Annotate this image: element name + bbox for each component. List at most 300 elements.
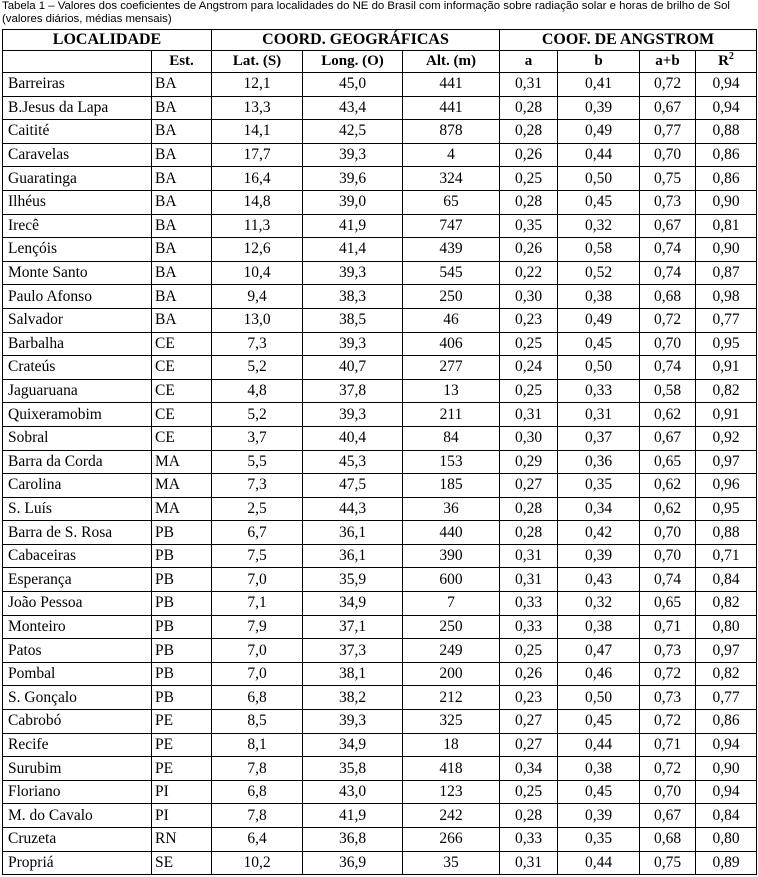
- cell-altitude: 123: [403, 780, 500, 804]
- cell-estado: PB: [152, 639, 212, 663]
- table-row: [3, 379, 757, 403]
- cell-coef-a: 0,35: [500, 214, 558, 238]
- cell-coef-a-plus-b: 0,71: [640, 733, 696, 757]
- cell-coef-b: 0,45: [558, 710, 640, 734]
- cell-estado: SE: [152, 851, 212, 875]
- table-row: [3, 143, 757, 167]
- cell-latitude: 7,1: [212, 592, 303, 616]
- cell-r2: 0,87: [696, 261, 757, 285]
- cell-r2: 0,90: [696, 757, 757, 781]
- cell-coef-a-plus-b: 0,74: [640, 261, 696, 285]
- cell-coef-a: 0,27: [500, 474, 558, 498]
- cell-altitude: 65: [403, 190, 500, 214]
- cell-coef-a: 0,31: [500, 544, 558, 568]
- cell-coef-a-plus-b: 0,67: [640, 96, 696, 120]
- cell-estado: PB: [152, 686, 212, 710]
- cell-r2: 0,82: [696, 379, 757, 403]
- cell-coef-a: 0,26: [500, 238, 558, 262]
- cell-coef-a-plus-b: 0,70: [640, 521, 696, 545]
- cell-altitude: 18: [403, 733, 500, 757]
- cell-latitude: 6,7: [212, 521, 303, 545]
- cell-latitude: 12,1: [212, 73, 303, 97]
- cell-coef-a: 0,28: [500, 96, 558, 120]
- cell-longitude: 38,5: [303, 308, 403, 332]
- table-row: [3, 190, 757, 214]
- cell-longitude: 36,1: [303, 544, 403, 568]
- cell-r2: 0,92: [696, 426, 757, 450]
- cell-longitude: 37,8: [303, 379, 403, 403]
- cell-latitude: 3,7: [212, 426, 303, 450]
- cell-r2: 0,94: [696, 73, 757, 97]
- header-est: Est.: [152, 51, 212, 73]
- cell-latitude: 7,8: [212, 757, 303, 781]
- cell-coef-b: 0,32: [558, 214, 640, 238]
- table-row: [3, 686, 757, 710]
- table-row: [3, 73, 757, 97]
- cell-r2: 0,90: [696, 238, 757, 262]
- cell-estado: BA: [152, 73, 212, 97]
- cell-estado: MA: [152, 497, 212, 521]
- cell-coef-a-plus-b: 0,62: [640, 403, 696, 427]
- cell-r2: 0,94: [696, 733, 757, 757]
- cell-latitude: 17,7: [212, 143, 303, 167]
- table-row: [3, 851, 757, 875]
- header-coord-geograficas: COORD. GEOGRÁFICAS: [212, 30, 500, 51]
- cell-estado: BA: [152, 143, 212, 167]
- cell-r2: 0,90: [696, 190, 757, 214]
- cell-localidade: Cruzeta: [3, 828, 152, 852]
- table-row: [3, 403, 757, 427]
- table-row: [3, 332, 757, 356]
- cell-coef-a: 0,23: [500, 686, 558, 710]
- table-row: [3, 804, 757, 828]
- header-group-row: [3, 30, 757, 51]
- cell-coef-a-plus-b: 0,67: [640, 804, 696, 828]
- cell-longitude: 41,9: [303, 214, 403, 238]
- cell-coef-b: 0,46: [558, 662, 640, 686]
- cell-r2: 0,86: [696, 167, 757, 191]
- header-a: a: [500, 51, 558, 73]
- cell-latitude: 10,4: [212, 261, 303, 285]
- cell-coef-a-plus-b: 0,73: [640, 190, 696, 214]
- table-row: [3, 356, 757, 380]
- cell-altitude: 84: [403, 426, 500, 450]
- cell-coef-b: 0,45: [558, 332, 640, 356]
- cell-latitude: 7,0: [212, 568, 303, 592]
- cell-r2: 0,77: [696, 686, 757, 710]
- cell-latitude: 6,8: [212, 686, 303, 710]
- cell-altitude: 418: [403, 757, 500, 781]
- cell-coef-a: 0,31: [500, 851, 558, 875]
- cell-estado: BA: [152, 167, 212, 191]
- cell-longitude: 38,1: [303, 662, 403, 686]
- cell-localidade: Propriá: [3, 851, 152, 875]
- cell-r2: 0,86: [696, 143, 757, 167]
- cell-latitude: 4,8: [212, 379, 303, 403]
- cell-coef-a-plus-b: 0,72: [640, 73, 696, 97]
- table-row: [3, 261, 757, 285]
- cell-coef-b: 0,36: [558, 450, 640, 474]
- cell-localidade: Crateús: [3, 356, 152, 380]
- cell-coef-a-plus-b: 0,65: [640, 450, 696, 474]
- cell-coef-b: 0,50: [558, 356, 640, 380]
- cell-altitude: 200: [403, 662, 500, 686]
- cell-altitude: 13: [403, 379, 500, 403]
- cell-altitude: 324: [403, 167, 500, 191]
- cell-coef-a: 0,34: [500, 757, 558, 781]
- cell-coef-b: 0,38: [558, 757, 640, 781]
- cell-coef-a-plus-b: 0,62: [640, 497, 696, 521]
- cell-r2: 0,96: [696, 474, 757, 498]
- cell-altitude: 46: [403, 308, 500, 332]
- cell-coef-b: 0,37: [558, 426, 640, 450]
- cell-longitude: 34,9: [303, 592, 403, 616]
- cell-latitude: 13,3: [212, 96, 303, 120]
- header-coof-angstrom: COOF. DE ANGSTROM: [500, 30, 757, 51]
- header-alt: Alt. (m): [403, 51, 500, 73]
- cell-localidade: Barreiras: [3, 73, 152, 97]
- cell-latitude: 6,4: [212, 828, 303, 852]
- cell-longitude: 43,4: [303, 96, 403, 120]
- cell-altitude: 406: [403, 332, 500, 356]
- cell-coef-a: 0,28: [500, 497, 558, 521]
- cell-coef-a: 0,31: [500, 73, 558, 97]
- cell-altitude: 277: [403, 356, 500, 380]
- cell-estado: CE: [152, 426, 212, 450]
- cell-localidade: Irecê: [3, 214, 152, 238]
- cell-latitude: 5,2: [212, 403, 303, 427]
- cell-coef-a: 0,22: [500, 261, 558, 285]
- cell-coef-a-plus-b: 0,68: [640, 285, 696, 309]
- header-localidade: LOCALIDADE: [3, 30, 212, 51]
- cell-localidade: Carolina: [3, 474, 152, 498]
- cell-r2: 0,89: [696, 851, 757, 875]
- cell-estado: CE: [152, 379, 212, 403]
- cell-coef-a: 0,30: [500, 285, 558, 309]
- cell-r2: 0,84: [696, 804, 757, 828]
- cell-coef-b: 0,38: [558, 285, 640, 309]
- cell-altitude: 440: [403, 521, 500, 545]
- cell-coef-b: 0,47: [558, 639, 640, 663]
- cell-localidade: Cabrobó: [3, 710, 152, 734]
- cell-coef-b: 0,43: [558, 568, 640, 592]
- cell-estado: PB: [152, 568, 212, 592]
- cell-coef-b: 0,50: [558, 686, 640, 710]
- cell-altitude: 441: [403, 73, 500, 97]
- cell-localidade: Salvador: [3, 308, 152, 332]
- cell-altitude: 325: [403, 710, 500, 734]
- cell-longitude: 36,9: [303, 851, 403, 875]
- cell-altitude: 747: [403, 214, 500, 238]
- cell-coef-b: 0,44: [558, 733, 640, 757]
- cell-coef-b: 0,32: [558, 592, 640, 616]
- cell-r2: 0,82: [696, 592, 757, 616]
- table-row: [3, 568, 757, 592]
- cell-r2: 0,91: [696, 403, 757, 427]
- cell-r2: 0,94: [696, 96, 757, 120]
- cell-coef-b: 0,35: [558, 828, 640, 852]
- table-row: [3, 780, 757, 804]
- cell-localidade: Cabaceiras: [3, 544, 152, 568]
- cell-localidade: B.Jesus da Lapa: [3, 96, 152, 120]
- cell-estado: CE: [152, 356, 212, 380]
- cell-coef-b: 0,39: [558, 544, 640, 568]
- cell-estado: BA: [152, 261, 212, 285]
- table-row: [3, 662, 757, 686]
- cell-altitude: 878: [403, 120, 500, 144]
- cell-longitude: 34,9: [303, 733, 403, 757]
- cell-localidade: Caitité: [3, 120, 152, 144]
- cell-altitude: 35: [403, 851, 500, 875]
- cell-latitude: 14,1: [212, 120, 303, 144]
- cell-altitude: 545: [403, 261, 500, 285]
- cell-r2: 0,82: [696, 662, 757, 686]
- cell-longitude: 42,5: [303, 120, 403, 144]
- cell-r2: 0,80: [696, 615, 757, 639]
- cell-longitude: 39,3: [303, 403, 403, 427]
- cell-localidade: Paulo Afonso: [3, 285, 152, 309]
- cell-altitude: 249: [403, 639, 500, 663]
- cell-coef-a-plus-b: 0,72: [640, 757, 696, 781]
- cell-coef-b: 0,44: [558, 851, 640, 875]
- cell-localidade: Surubim: [3, 757, 152, 781]
- cell-coef-a-plus-b: 0,70: [640, 780, 696, 804]
- header-b: b: [558, 51, 640, 73]
- cell-localidade: Recife: [3, 733, 152, 757]
- cell-longitude: 39,3: [303, 332, 403, 356]
- cell-longitude: 47,5: [303, 474, 403, 498]
- cell-coef-b: 0,39: [558, 96, 640, 120]
- cell-altitude: 153: [403, 450, 500, 474]
- cell-r2: 0,91: [696, 356, 757, 380]
- cell-localidade: Patos: [3, 639, 152, 663]
- cell-longitude: 39,6: [303, 167, 403, 191]
- cell-estado: BA: [152, 96, 212, 120]
- cell-coef-a: 0,28: [500, 120, 558, 144]
- cell-localidade: Floriano: [3, 780, 152, 804]
- table-row: [3, 96, 757, 120]
- cell-altitude: 250: [403, 615, 500, 639]
- cell-latitude: 9,4: [212, 285, 303, 309]
- cell-localidade: Quixeramobim: [3, 403, 152, 427]
- cell-coef-a: 0,27: [500, 710, 558, 734]
- cell-estado: BA: [152, 120, 212, 144]
- cell-coef-b: 0,58: [558, 238, 640, 262]
- cell-coef-a-plus-b: 0,73: [640, 686, 696, 710]
- cell-coef-a: 0,28: [500, 804, 558, 828]
- cell-coef-a-plus-b: 0,77: [640, 120, 696, 144]
- cell-coef-a: 0,33: [500, 592, 558, 616]
- cell-coef-b: 0,35: [558, 474, 640, 498]
- cell-longitude: 39,0: [303, 190, 403, 214]
- header-blank: [3, 51, 152, 73]
- table-body: [3, 73, 757, 875]
- cell-estado: BA: [152, 308, 212, 332]
- cell-coef-a-plus-b: 0,62: [640, 474, 696, 498]
- cell-longitude: 36,8: [303, 828, 403, 852]
- cell-r2: 0,71: [696, 544, 757, 568]
- cell-coef-a-plus-b: 0,65: [640, 592, 696, 616]
- cell-latitude: 6,8: [212, 780, 303, 804]
- cell-coef-a-plus-b: 0,74: [640, 238, 696, 262]
- cell-latitude: 11,3: [212, 214, 303, 238]
- cell-localidade: M. do Cavalo: [3, 804, 152, 828]
- cell-coef-b: 0,45: [558, 190, 640, 214]
- cell-latitude: 2,5: [212, 497, 303, 521]
- cell-coef-b: 0,41: [558, 73, 640, 97]
- cell-coef-b: 0,33: [558, 379, 640, 403]
- cell-localidade: Pombal: [3, 662, 152, 686]
- cell-coef-a: 0,26: [500, 662, 558, 686]
- cell-altitude: 36: [403, 497, 500, 521]
- table-row: [3, 450, 757, 474]
- cell-localidade: Caravelas: [3, 143, 152, 167]
- cell-coef-a: 0,28: [500, 190, 558, 214]
- table-row: [3, 474, 757, 498]
- cell-longitude: 40,4: [303, 426, 403, 450]
- cell-localidade: Lençóis: [3, 238, 152, 262]
- table-row: [3, 639, 757, 663]
- cell-longitude: 35,8: [303, 757, 403, 781]
- cell-altitude: 7: [403, 592, 500, 616]
- table-row: [3, 426, 757, 450]
- cell-estado: MA: [152, 450, 212, 474]
- cell-coef-a-plus-b: 0,75: [640, 167, 696, 191]
- cell-longitude: 39,3: [303, 710, 403, 734]
- cell-coef-a: 0,26: [500, 143, 558, 167]
- cell-coef-a: 0,25: [500, 639, 558, 663]
- cell-longitude: 41,4: [303, 238, 403, 262]
- cell-estado: PI: [152, 780, 212, 804]
- cell-localidade: S. Luís: [3, 497, 152, 521]
- cell-coef-a: 0,25: [500, 780, 558, 804]
- cell-altitude: 185: [403, 474, 500, 498]
- table-row: [3, 238, 757, 262]
- header-r2-base: R: [718, 53, 729, 69]
- cell-latitude: 16,4: [212, 167, 303, 191]
- table-row: [3, 521, 757, 545]
- cell-longitude: 35,9: [303, 568, 403, 592]
- cell-coef-a-plus-b: 0,74: [640, 356, 696, 380]
- cell-estado: MA: [152, 474, 212, 498]
- cell-longitude: 36,1: [303, 521, 403, 545]
- cell-altitude: 439: [403, 238, 500, 262]
- cell-longitude: 37,3: [303, 639, 403, 663]
- cell-coef-a: 0,28: [500, 521, 558, 545]
- cell-coef-a-plus-b: 0,70: [640, 544, 696, 568]
- cell-r2: 0,97: [696, 450, 757, 474]
- cell-latitude: 7,9: [212, 615, 303, 639]
- table-row: [3, 733, 757, 757]
- cell-latitude: 5,2: [212, 356, 303, 380]
- cell-coef-a: 0,31: [500, 403, 558, 427]
- cell-altitude: 390: [403, 544, 500, 568]
- cell-estado: PI: [152, 804, 212, 828]
- cell-r2: 0,98: [696, 285, 757, 309]
- cell-coef-b: 0,39: [558, 804, 640, 828]
- cell-coef-a: 0,24: [500, 356, 558, 380]
- cell-estado: PB: [152, 521, 212, 545]
- cell-altitude: 600: [403, 568, 500, 592]
- cell-estado: BA: [152, 238, 212, 262]
- cell-altitude: 211: [403, 403, 500, 427]
- header-lat: Lat. (S): [212, 51, 303, 73]
- cell-latitude: 12,6: [212, 238, 303, 262]
- cell-localidade: Barra de S. Rosa: [3, 521, 152, 545]
- cell-coef-a-plus-b: 0,67: [640, 214, 696, 238]
- cell-r2: 0,88: [696, 120, 757, 144]
- cell-coef-a: 0,33: [500, 615, 558, 639]
- angstrom-table: [2, 29, 757, 875]
- cell-estado: PB: [152, 592, 212, 616]
- table-caption: Tabela 1 – Valores dos coeficientes de Angstrom para localidades do NE do Brasil com informação sobre radiação solar e horas de brilho de Sol (valores diários, médias mensais): [2, 0, 730, 25]
- cell-coef-b: 0,42: [558, 521, 640, 545]
- cell-r2: 0,97: [696, 639, 757, 663]
- cell-altitude: 250: [403, 285, 500, 309]
- cell-longitude: 45,0: [303, 73, 403, 97]
- header-column-row: [3, 51, 757, 73]
- cell-latitude: 7,3: [212, 332, 303, 356]
- cell-r2: 0,95: [696, 497, 757, 521]
- header-a-plus-b: a+b: [640, 51, 696, 73]
- cell-longitude: 39,3: [303, 261, 403, 285]
- cell-latitude: 7,0: [212, 662, 303, 686]
- cell-altitude: 441: [403, 96, 500, 120]
- cell-coef-b: 0,50: [558, 167, 640, 191]
- cell-latitude: 13,0: [212, 308, 303, 332]
- cell-coef-b: 0,49: [558, 308, 640, 332]
- cell-longitude: 41,9: [303, 804, 403, 828]
- cell-estado: BA: [152, 285, 212, 309]
- table-row: [3, 214, 757, 238]
- cell-longitude: 38,3: [303, 285, 403, 309]
- cell-estado: CE: [152, 403, 212, 427]
- header-r2-superscript: 2: [728, 51, 734, 62]
- cell-latitude: 8,1: [212, 733, 303, 757]
- cell-coef-a: 0,23: [500, 308, 558, 332]
- cell-localidade: Ilhéus: [3, 190, 152, 214]
- header-long: Long. (O): [303, 51, 403, 73]
- table-row: [3, 544, 757, 568]
- cell-coef-b: 0,52: [558, 261, 640, 285]
- cell-estado: CE: [152, 332, 212, 356]
- cell-coef-a: 0,25: [500, 167, 558, 191]
- cell-altitude: 4: [403, 143, 500, 167]
- cell-estado: PB: [152, 662, 212, 686]
- cell-coef-b: 0,49: [558, 120, 640, 144]
- cell-localidade: Barra da Corda: [3, 450, 152, 474]
- table-row: [3, 757, 757, 781]
- cell-coef-a: 0,31: [500, 568, 558, 592]
- cell-coef-a: 0,27: [500, 733, 558, 757]
- cell-latitude: 7,8: [212, 804, 303, 828]
- table-row: [3, 710, 757, 734]
- cell-coef-a: 0,30: [500, 426, 558, 450]
- cell-estado: PE: [152, 710, 212, 734]
- cell-localidade: Monteiro: [3, 615, 152, 639]
- cell-coef-a-plus-b: 0,72: [640, 308, 696, 332]
- cell-localidade: Barbalha: [3, 332, 152, 356]
- cell-coef-b: 0,34: [558, 497, 640, 521]
- cell-coef-a: 0,25: [500, 379, 558, 403]
- cell-latitude: 5,5: [212, 450, 303, 474]
- cell-latitude: 7,3: [212, 474, 303, 498]
- cell-longitude: 37,1: [303, 615, 403, 639]
- cell-latitude: 10,2: [212, 851, 303, 875]
- cell-coef-a-plus-b: 0,70: [640, 143, 696, 167]
- cell-latitude: 7,5: [212, 544, 303, 568]
- table-row: [3, 167, 757, 191]
